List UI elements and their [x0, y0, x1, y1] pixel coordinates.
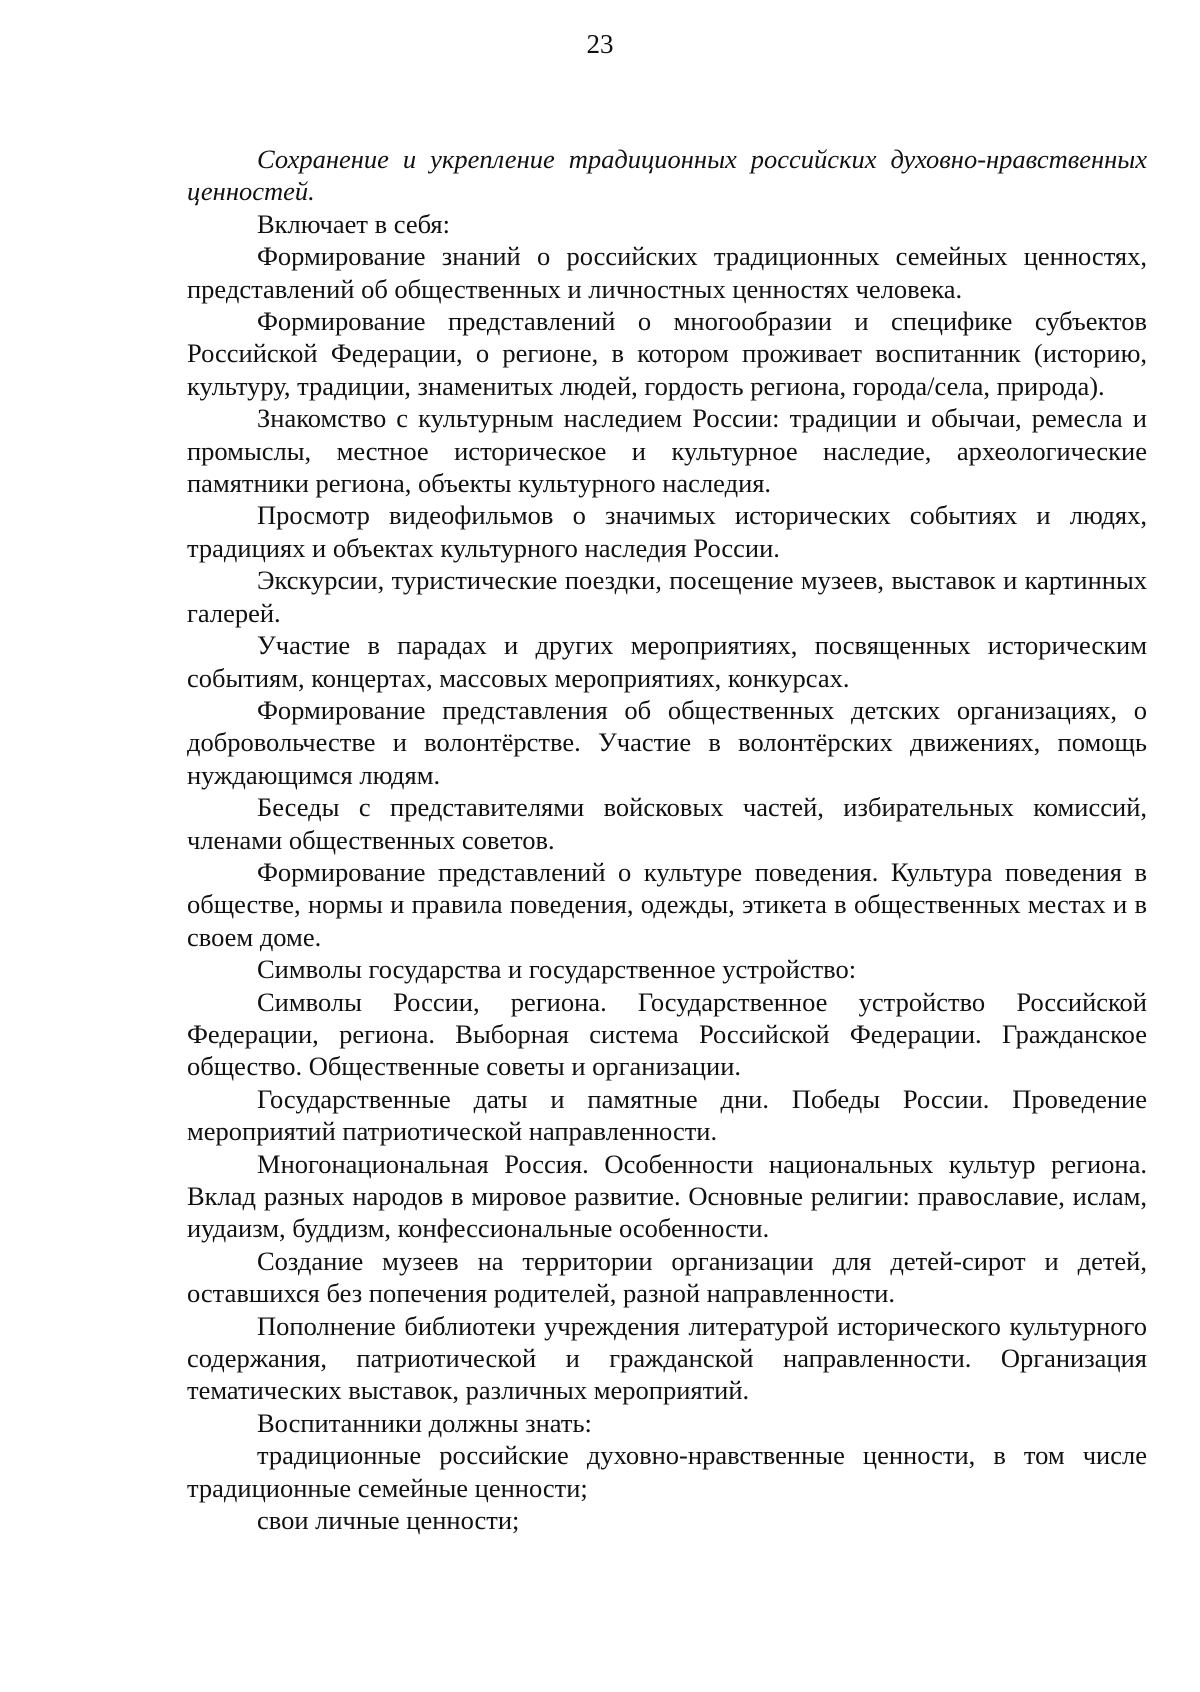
paragraph-multinational-russia: Многонациональная Россия. Особенности национальных культур региона. Вклад разных народов в мировое развитие. Основные религии: православие, ислам, иудаизм, буддизм, конфессиональные особенности.	[187, 1148, 1147, 1244]
paragraph-traditional-values: традиционные российские духовно-нравственные ценности, в том числе традиционные семейные ценности;	[187, 1440, 1147, 1503]
page-number: 23	[586, 29, 614, 59]
paragraph-parades: Участие в парадах и других мероприятиях, посвященных историческим событиям, концертах, массовых мероприятиях, конкурсах.	[187, 630, 1147, 693]
paragraph-volunteering: Формирование представления об общественных детских организациях, о добровольчестве и волонтёрстве. Участие в волонтёрских движениях, помощь нуждающимся людям.	[187, 694, 1147, 790]
paragraph-conversations: Беседы с представителями войсковых частей, избирательных комиссий, членами общественных советов.	[187, 792, 1147, 855]
paragraph-state-symbols: Символы России, региона. Государственное устройство Российской Федерации, региона. Выборная система Российской Федерации. Гражданское общество. Общественные советы и организации.	[187, 986, 1147, 1082]
paragraph-cultural-heritage: Знакомство с культурным наследием России: традиции и обычаи, ремесла и промыслы, местное историческое и культурное наследие, археологические памятники региона, объекты культурного наследия.	[187, 403, 1147, 499]
paragraph-personal-values: свои личные ценности;	[257, 1505, 520, 1536]
paragraph-regions: Формирование представлений о многообразии и специфике субъектов Российской Федерации, о регионе, в котором проживает воспитанник (историю, культуру, традиции, знаменитых людей, гордость региона, города/села, природа).	[187, 306, 1147, 401]
document-body	[187, 143, 1147, 1536]
paragraph-museums: Создание музеев на территории организации для детей-сирот и детей, оставшихся без попечения родителей, разной направленности.	[187, 1245, 1147, 1309]
paragraph-behavior-culture: Формирование представлений о культуре поведения. Культура поведения в обществе, нормы и правила поведения, одежды, этикета в общественных местах и в своем доме.	[187, 856, 1147, 952]
paragraph-memorable-dates: Государственные даты и памятные дни. Победы России. Проведение мероприятий патриотической направленности.	[187, 1083, 1147, 1147]
paragraph-must-know: Воспитанники должны знать:	[257, 1407, 592, 1438]
paragraph-video-films: Просмотр видеофильмов о значимых исторических событиях и людях, традициях и объектах культурного наследия России.	[187, 500, 1147, 563]
section-heading: Сохранение и укрепление традиционных российских духовно-нравственных ценностей.	[187, 144, 1147, 207]
paragraph-state-symbols-intro: Символы государства и государственное устройство:	[257, 954, 857, 985]
paragraph-excursions: Экскурсии, туристические поездки, посещение музеев, выставок и картинных галерей.	[187, 565, 1147, 628]
paragraph-family-values: Формирование знаний о российских традиционных семейных ценностях, представлений об общественных и личностных ценностях человека.	[187, 241, 1147, 304]
paragraph-includes: Включает в себя:	[257, 208, 450, 239]
paragraph-library: Пополнение библиотеки учреждения литературой исторического культурного содержания, патриотической и гражданской направленности. Организация тематических выставок, различных мероприятий.	[187, 1310, 1147, 1406]
